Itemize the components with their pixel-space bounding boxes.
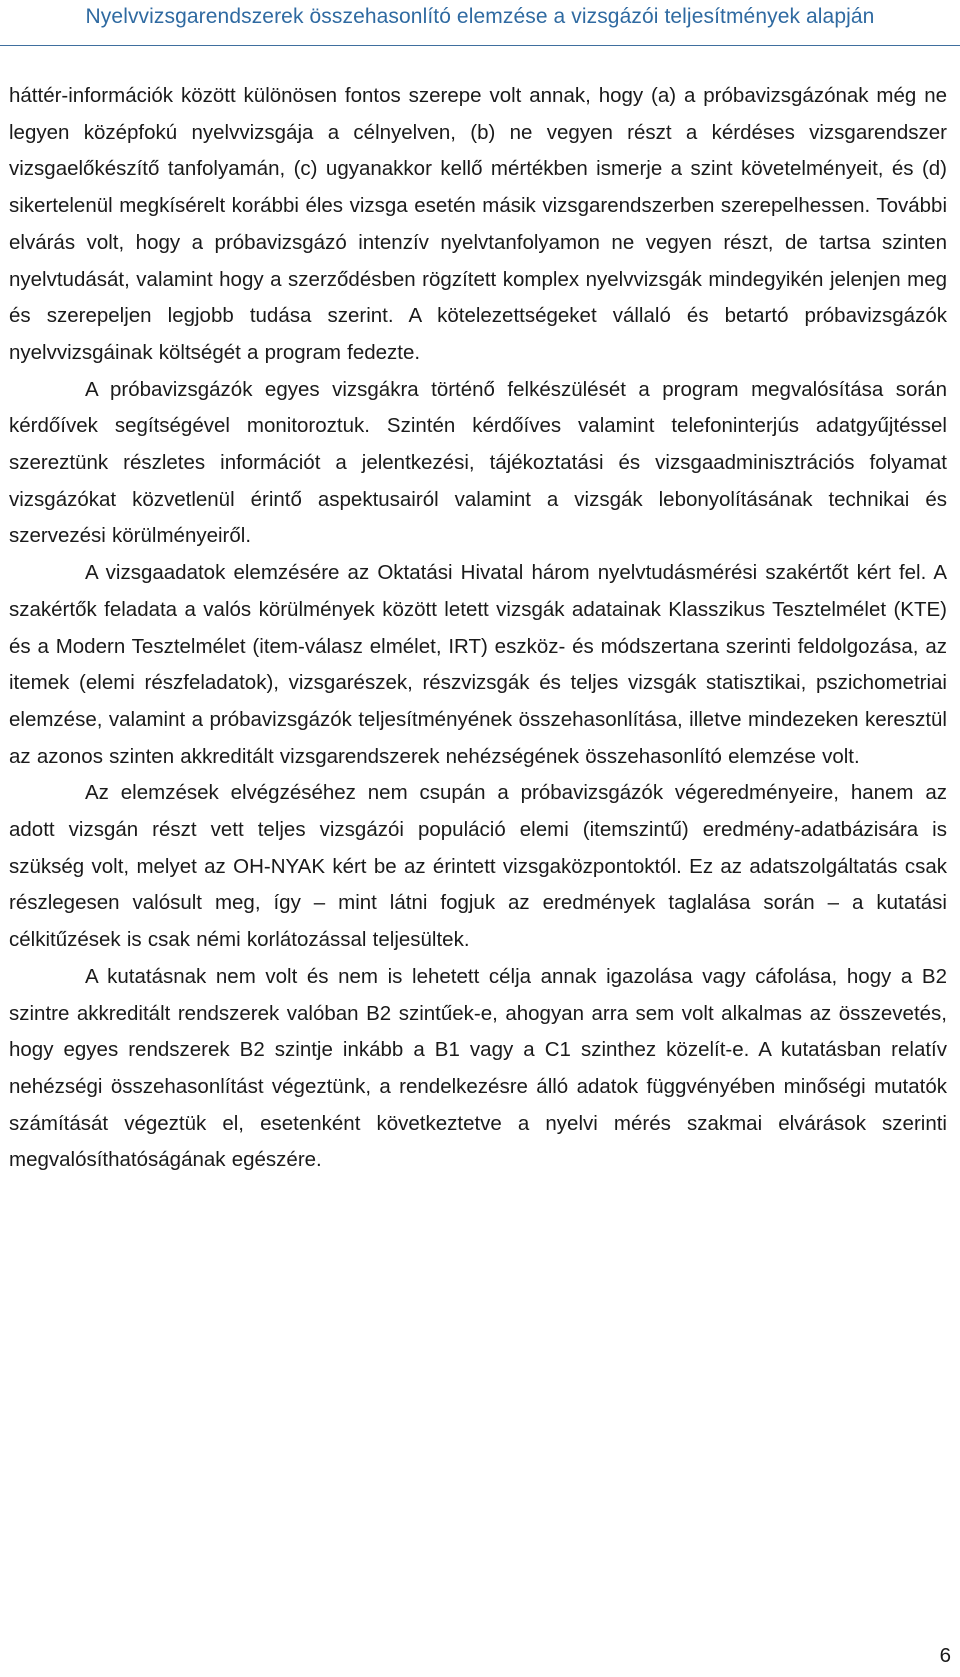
- paragraph: A kutatásnak nem volt és nem is lehetett célja annak igazolása vagy cáfolása, hogy a B2 szintre akkreditált rendszerek valóban B2 szintűek-e, ahogyan arra sem volt alkalmas az összevetés, hogy egyes rendszerek B2 szintje inkább a B1 vagy a C1 szinthez közelít-e. A kutatásban relatív nehézségi összehasonlítást végeztünk, a rendelkezésre álló adatok függvényében minőségi mutatók számítását végeztük el, esetenként következtetve a nyelvi mérés szakmai elvárások szerinti megvalósíthatóságának egészére.: [9, 964, 947, 1172]
- paragraph: Az elemzések elvégzéséhez nem csupán a próbavizsgázók végeredményeire, hanem az adott vizsgán részt vett teljes vizsgázói populáció elemi (itemszintű) eredmény-adatbázisára is szükség volt, melyet az OH-NYAK kért be az érintett vizsgaközpontoktól. Ez az adatszolgáltatás csak részlegesen valósult meg, így – mint látni fogjuk az eredmények taglalása során – a kutatási célkitűzések is csak némi korlátozással teljesültek.: [9, 781, 947, 952]
- document-body: [9, 78, 947, 1179]
- page-number: 6: [939, 1644, 951, 1667]
- running-header: [0, 0, 960, 46]
- paragraph: A próbavizsgázók egyes vizsgákra történő felkészülését a program megvalósítása során kérdőívek segítségével monitoroztuk. Szintén kérdőíves valamint telefoninterjús adatgyűjtéssel szereztünk részletes információt a jelentkezési, tájékoztatási és vizsgaadminisztrációs folyamat vizsgázókat közvetlenül érintő aspektusairól valamint a vizsgák lebonyolításának technikai és szervezési körülményeiről.: [9, 377, 947, 548]
- header-title: Nyelvvizsgarendszerek összehasonlító elemzése a vizsgázói teljesítmények alapján: [85, 5, 875, 28]
- paragraph: A vizsgaadatok elemzésére az Oktatási Hivatal három nyelvtudásmérési szakértőt kért fel. A szakértők feladata a valós körülmények között letett vizsgák adatainak Klasszikus Tesztelmélet (KTE) és a Modern Tesztelmélet (item-válasz elmélet, IRT) eszköz- és módszertana szerinti feldolgozása, az itemek (elemi részfeladatok), vizsgarészek, részvizsgák és teljes vizsgák statisztikai, pszichometriai elemzése, valamint a próbavizsgázók teljesítményének összehasonlítása, illetve mindezeken keresztül az azonos szinten akkreditált vizsgarendszerek nehézségének összehasonlító elemzése volt.: [9, 561, 947, 768]
- paragraph: háttér-információk között különösen fontos szerepe volt annak, hogy (a) a próbavizsgázónak még ne legyen középfokú nyelvvizsgája a célnyelven, (b) ne vegyen részt a kérdéses vizsgarendszer vizsgaelőkészítő tanfolyamán, (c) ugyanakkor kellő mértékben ismerje a szint követelményeit, és (d) sikertelenül megkísérelt korábbi éles vizsga esetén másik vizsgarendszerben szerepelhessen. További elvárás volt, hogy a próbavizsgázó intenzív nyelvtanfolyamon ne vegyen részt, de tartsa szinten nyelvtudását, valamint hogy a szerződésben rögzített komplex nyelvvizsgák mindegyikén jelenjen meg és szerepeljen legjobb tudása szerint. A kötelezettségeket vállaló és betartó próbavizsgázók nyelvvizsgáinak költségét a program fedezte.: [9, 84, 947, 364]
